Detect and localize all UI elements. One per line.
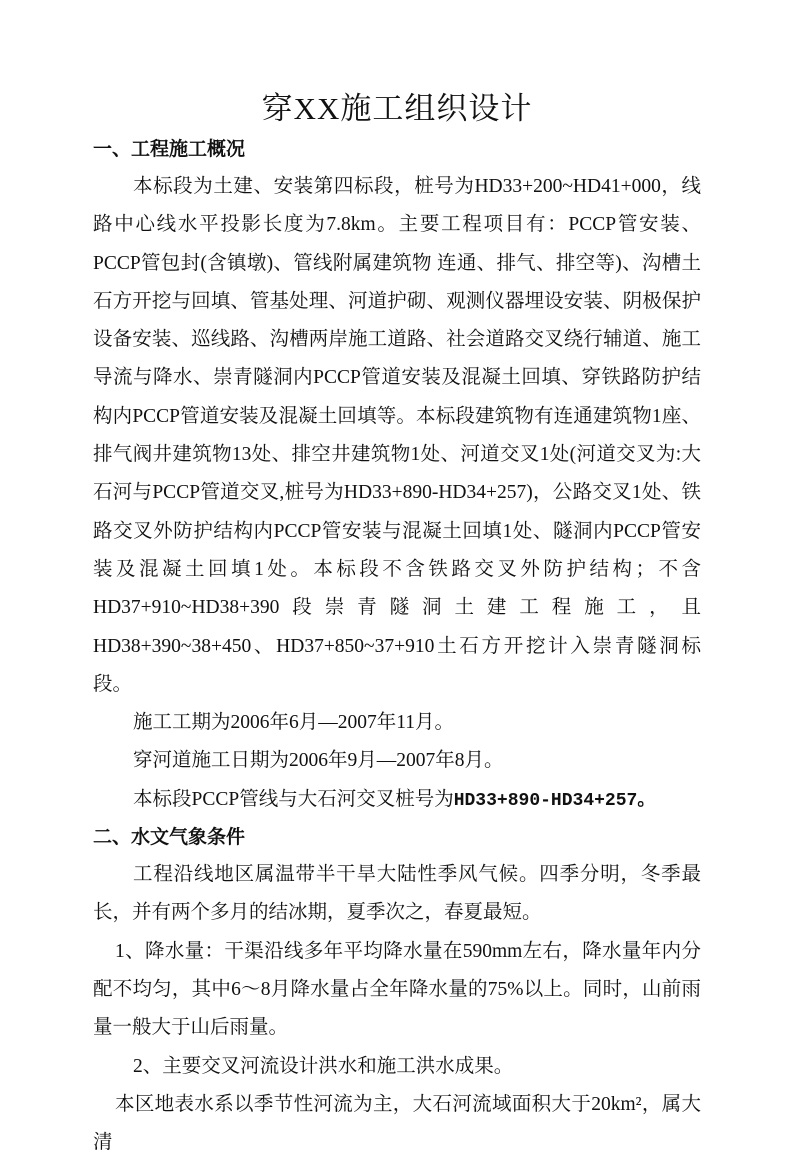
crossing-chainage: HD33+890-HD34+257。 — [453, 790, 656, 811]
section-heading-construction-overview: 一、工程施工概况 — [93, 139, 246, 160]
document-page — [93, 88, 701, 1162]
paragraph-river-construction-period: 穿河道施工日期为2006年9月—2007年8月。 — [133, 750, 504, 772]
paragraph-climate: 工程沿线地区属温带半干旱大陆性季风气候。四季分明，冬季最长，并有两个多月的结冰期，夏季次之，春夏最短。 — [93, 864, 701, 924]
document-title: 穿XX施工组织设计 — [261, 91, 533, 126]
paragraph-overview: 本标段为土建、安装第四标段，桩号为HD33+200~HD41+000，线路中心线水平投影长度为7.8km。主要工程项目有：PCCP管安装、PCCP管包封(含镇墩)、管线附属建筑物 连通、排气、排空等)、沟槽土石方开挖与回填、管基处理、河道护砌、观测仪器埋设安装、阴极保护设备安装、巡线路、沟槽两岸施工道路、社会道路交叉绕行辅道、施工导流与降水、崇青隧洞内PCCP管道安装及混凝土回填、穿铁路防护结构内PCCP管道安装及混凝土回填等。本标段建筑物有连通建筑物1座、排气阀井建筑物13处、排空井建筑物1处、河道交叉1处(河道交叉为:大石河与PCCP管道交叉,桩号为HD33+890-HD34+257)，公路交叉1处、铁路交叉外防护结构内PCCP管安装与混凝土回填1处、隧洞内PCCP管安装及混凝土回填1处。本标段不含铁路交叉外防护结构；不含HD37+910~HD38+390段崇青隧洞土建工程施工，且HD38+390~38+450、HD37+850~37+910土石方开挖计入崇青隧洞标段。 — [93, 176, 701, 695]
paragraph-river-crossing — [93, 781, 701, 820]
crossing-text: 本标段PCCP管线与大石河交叉桩号为 — [133, 788, 454, 810]
paragraph-construction-period: 施工工期为2006年6月—2007年11月。 — [133, 712, 455, 734]
section-heading-hydrology-meteorology: 二、水文气象条件 — [93, 827, 246, 849]
paragraph-flood-results: 2、主要交叉河流设计洪水和施工洪水成果。 — [133, 1055, 514, 1077]
paragraph-surface-water: 本区地表水系以季节性河流为主，大石河流域面积大于20km²，属大清 — [93, 1093, 701, 1154]
paragraph-rainfall: 1、降水量：干渠沿线多年平均降水量在590mm左右，降水量年内分配不均匀，其中6～8月降水量占全年降水量的75%以上。同时，山前雨量一般大于山后雨量。 — [93, 940, 701, 1039]
